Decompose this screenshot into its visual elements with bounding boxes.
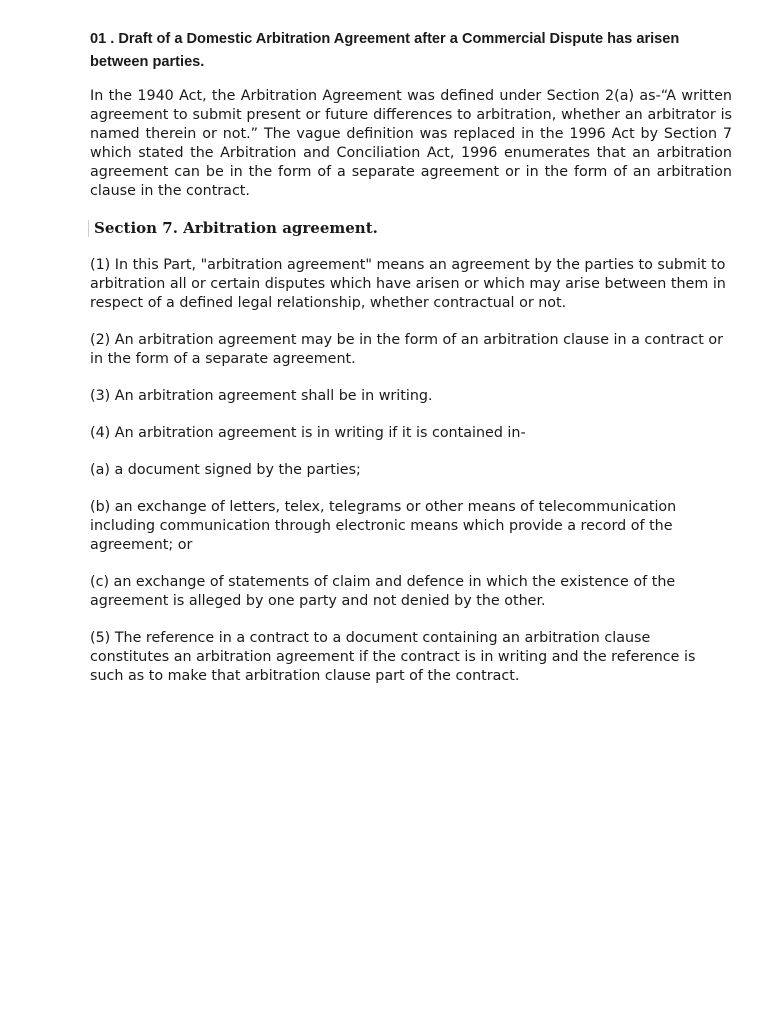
clause-2: (2) An arbitration agreement may be in the form of an arbitration clause in a contract or in the form of a separate agreement. [90,332,723,367]
section-title [90,219,732,238]
section-title-text: Section 7. Arbitration agreement. [94,219,378,237]
intro-paragraph: In the 1940 Act, the Arbitration Agreement was defined under Section 2(a) as-“A written agreement to submit present or future differences to arbitration, whether an arbitrator is named therein or not.” The vague definition was replaced in the 1996 Act by Section 7 which stated the Arbitration and Conciliation Act, 1996 enumerates that an arbitration agreement can be in the form of a separate agreement or in the form of an arbitration clause in the contract. [90,88,732,199]
clause-4: (4) An arbitration agreement is in writing if it is contained in- [90,425,526,441]
clause-4c: (c) an exchange of statements of claim and defence in which the existence of the agreement is alleged by one party and not denied by the other. [90,574,676,609]
clause-1: (1) In this Part, "arbitration agreement" means an agreement by the parties to submit to arbitration all or certain disputes which have arisen or which may arise between them in respect of a defined legal relationship, whether contractual or not. [90,257,726,311]
clause-3: (3) An arbitration agreement shall be in writing. [90,388,433,404]
document-heading: 01 . Draft of a Domestic Arbitration Agreement after a Commercial Dispute has arisen between parties. [90,31,680,70]
clause-4b: (b) an exchange of letters, telex, telegrams or other means of telecommunication including communication through electronic means which provide a record of the agreement; or [90,499,677,553]
document-body [90,28,732,704]
clause-5: (5) The reference in a contract to a document containing an arbitration clause constitutes an arbitration agreement if the contract is in writing and the reference is such as to make that arbitration clause part of the contract. [90,630,696,684]
clause-4a: (a) a document signed by the parties; [90,462,361,478]
cursor-mark [88,220,89,237]
